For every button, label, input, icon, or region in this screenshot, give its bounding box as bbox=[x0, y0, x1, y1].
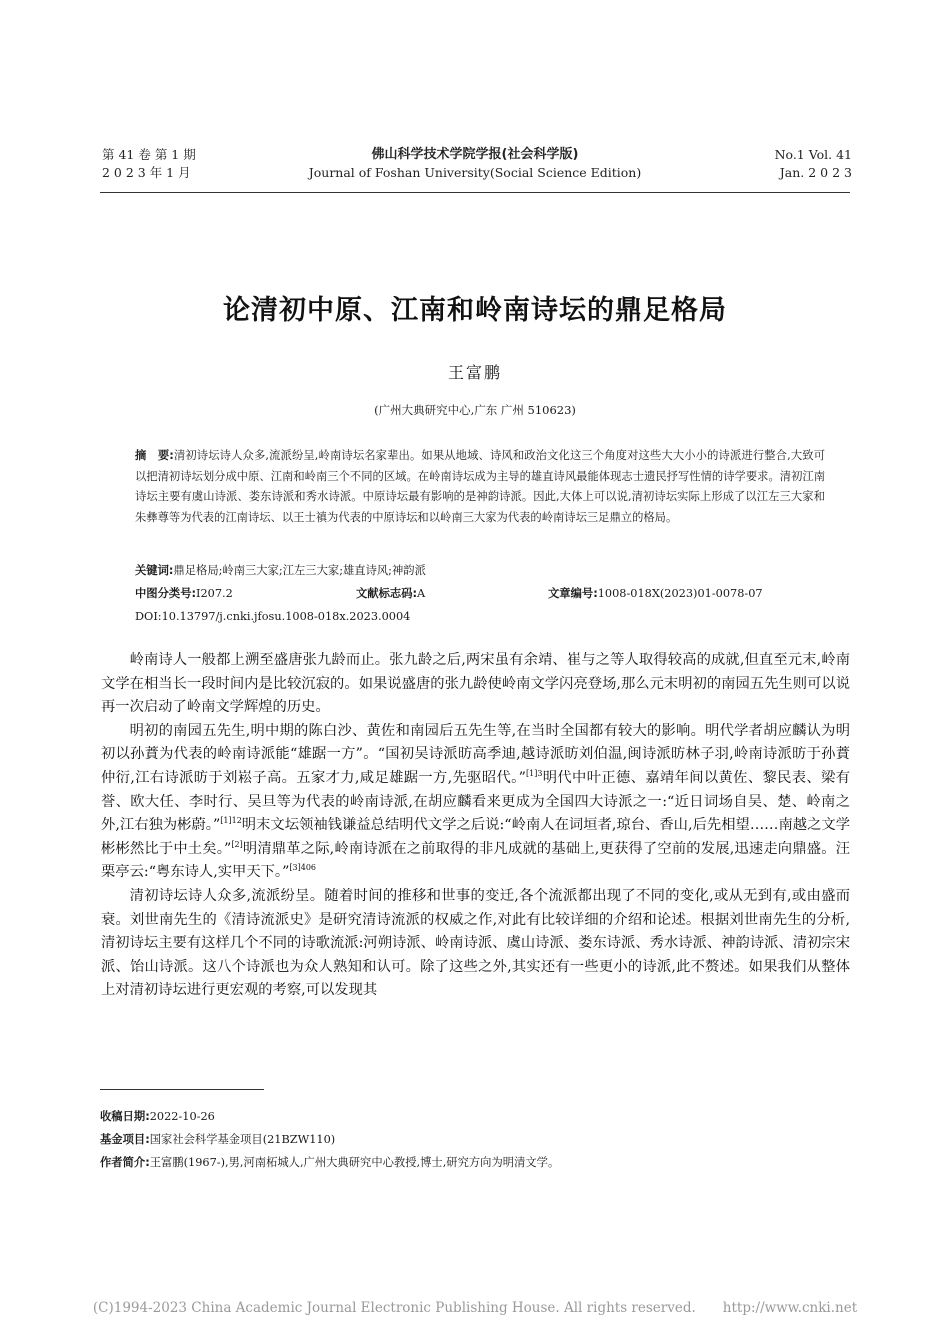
abstract bbox=[135, 446, 825, 528]
doc-code-label: 文献标志码: bbox=[356, 587, 418, 600]
author-bio bbox=[100, 1154, 850, 1172]
author-bio-label: 作者简介: bbox=[100, 1156, 150, 1169]
journal-name-cn: 佛山科学技术学院学报(社会科学版) bbox=[371, 147, 579, 162]
clc-value: I207.2 bbox=[196, 587, 233, 600]
doc-code-value: A bbox=[417, 587, 426, 600]
citation-ref: [2] bbox=[231, 839, 243, 849]
keywords bbox=[135, 561, 835, 581]
issue-date: 2 0 2 3 年 1 月 bbox=[102, 165, 191, 180]
classification-row bbox=[135, 584, 835, 604]
fund-value: 国家社会科学基金项目(21BZW110) bbox=[149, 1133, 336, 1146]
article-author: 王富鹏 bbox=[447, 363, 502, 382]
received-date bbox=[100, 1108, 850, 1126]
paragraph-2-part-d: 明清鼎革之际,岭南诗派在之前取得的非凡成就的基础上,更获得了空前的发展,迅速走向鼎盛。汪栗亭云:“粤东诗人,实甲天下。” bbox=[101, 840, 850, 881]
paragraph-3: 清初诗坛诗人众多,流派纷呈。随着时间的推移和世事的变迁,各个流派都出现了不同的变化,或从无到有,或由盛而衰。刘世南先生的《清诗流派史》是研究清诗流派的权威之作,对此有比较详细的介绍和论述。根据刘世南先生的分析,清初诗坛主要有这样几个不同的诗歌流派:河朔诗派、岭南诗派、虞山诗派、娄东诗派、秀水诗派、神韵诗派、清初宗宋派、饴山诗派。这八个诗派也为众人熟知和认可。除了这些之外,其实还有一些更小的诗派,此不赘述。如果我们从整体上对清初诗坛进行更宏观的考察,可以发现其 bbox=[101, 887, 850, 999]
doi: DOI:10.13797/j.cnki.jfosu.1008-018x.2023.0004 bbox=[135, 610, 411, 623]
footnote-divider bbox=[100, 1089, 264, 1090]
received-value: 2022-10-26 bbox=[149, 1110, 215, 1123]
article-title: 论清初中原、江南和岭南诗坛的鼎足格局 bbox=[223, 295, 727, 326]
citation-ref: [1]12 bbox=[220, 816, 242, 826]
article-number-value: 1008-018X(2023)01-0078-07 bbox=[597, 587, 763, 600]
header-divider bbox=[100, 192, 850, 193]
citation-ref: [1]3 bbox=[525, 768, 543, 778]
keywords-label: 关键词: bbox=[135, 564, 174, 577]
author-bio-value: 王富鹏(1967-),男,河南柘城人,广州大典研究中心教授,博士,研究方向为明清文学。 bbox=[149, 1156, 560, 1169]
citation-ref: [3]406 bbox=[289, 863, 316, 873]
paragraph-1: 岭南诗人一般都上溯至盛唐张九龄而止。张九龄之后,两宋虽有余靖、崔与之等人取得较高的成就,但直至元末,岭南文学在相当长一段时间内是比较沉寂的。如果说盛唐的张九龄使岭南文学闪亮登场,那么元末明初的南园五先生则可以说再一次启动了岭南文学辉煌的历史。 bbox=[101, 652, 850, 716]
article-number-label: 文章编号: bbox=[548, 587, 598, 600]
issue-info-en bbox=[775, 146, 852, 182]
journal-name-en: Journal of Foshan University(Social Science Edition) bbox=[308, 165, 642, 180]
clc-label: 中图分类号: bbox=[135, 587, 197, 600]
abstract-text: 清初诗坛诗人众多,流派纷呈,岭南诗坛名家辈出。如果从地域、诗风和政治文化这三个角度对这些大大小小的诗派进行整合,大致可以把清初诗坛划分成中原、江南和岭南三个不同的区域。在岭南诗坛成为主导的雄直诗风最能体现志士遗民抒写性情的诗学要求。清初江南诗坛主要有虞山诗派、娄东诗派和秀水诗派。中原诗坛最有影响的是神韵诗派。因此,大体上可以说,清初诗坛实际上形成了以江左三大家和朱彝尊等为代表的江南诗坛、以王士禛为代表的中原诗坛和以岭南三大家为代表的岭南诗坛三足鼎立的格局。 bbox=[135, 449, 825, 524]
clc-number bbox=[135, 587, 233, 600]
paragraph-2-part-b: 明代中叶正德、嘉靖年间以黄佐、黎民表、梁有誉、欧大任、李时行、吴旦等为代表的岭南诗派,在胡应麟看来更成为全国四大诗派之一:“近日词场自吴、楚、岭南之外,江右独为彬蔚。” bbox=[101, 769, 851, 834]
abstract-label: 摘 要: bbox=[135, 449, 174, 462]
issue-info bbox=[102, 146, 196, 182]
copyright-notice: (C)1994-2023 China Academic Journal Electronic Publishing House. All rights reserved. http://www.cnki.net bbox=[92, 1300, 858, 1316]
fund-project bbox=[100, 1131, 850, 1149]
article-number bbox=[548, 584, 763, 604]
paragraph-2-part-a: 明初的南园五先生,明中期的陈白沙、黄佐和南园后五先生等,在当时全国都有较大的影响。明代学者胡应麟认为明初以孙蕡为代表的岭南诗派能“雄踞一方”。“国初吴诗派昉高季迪,越诗派昉刘伯温,闽诗派昉林子羽,岭南诗派昉于孙蕡仲衍,江右诗派昉于刘崧子高。五家才力,咸足雄踞一方,先驱昭代。” bbox=[101, 722, 850, 786]
issue-date-en: Jan. 2 0 2 3 bbox=[779, 165, 852, 180]
paragraph-2 bbox=[101, 720, 850, 885]
issue-volume-en: No.1 Vol. 41 bbox=[774, 147, 852, 162]
author-affiliation: (广州大典研究中心,广东 广州 510623) bbox=[374, 403, 576, 417]
issue-volume: 第 41 卷 第 1 期 bbox=[102, 147, 196, 162]
paragraph-2-part-c: 明末文坛领袖钱谦益总结明代文学之后说:“岭南人在词垣者,琼台、香山,后先相望……南越之文学彬彬然比于中土矣。” bbox=[101, 817, 851, 857]
body-text bbox=[101, 649, 850, 1003]
fund-label: 基金项目: bbox=[100, 1133, 150, 1146]
journal-name bbox=[250, 146, 700, 182]
document-code bbox=[356, 584, 425, 604]
received-label: 收稿日期: bbox=[100, 1110, 150, 1123]
keywords-text: 鼎足格局;岭南三大家;江左三大家;雄直诗风;神韵派 bbox=[173, 564, 426, 577]
